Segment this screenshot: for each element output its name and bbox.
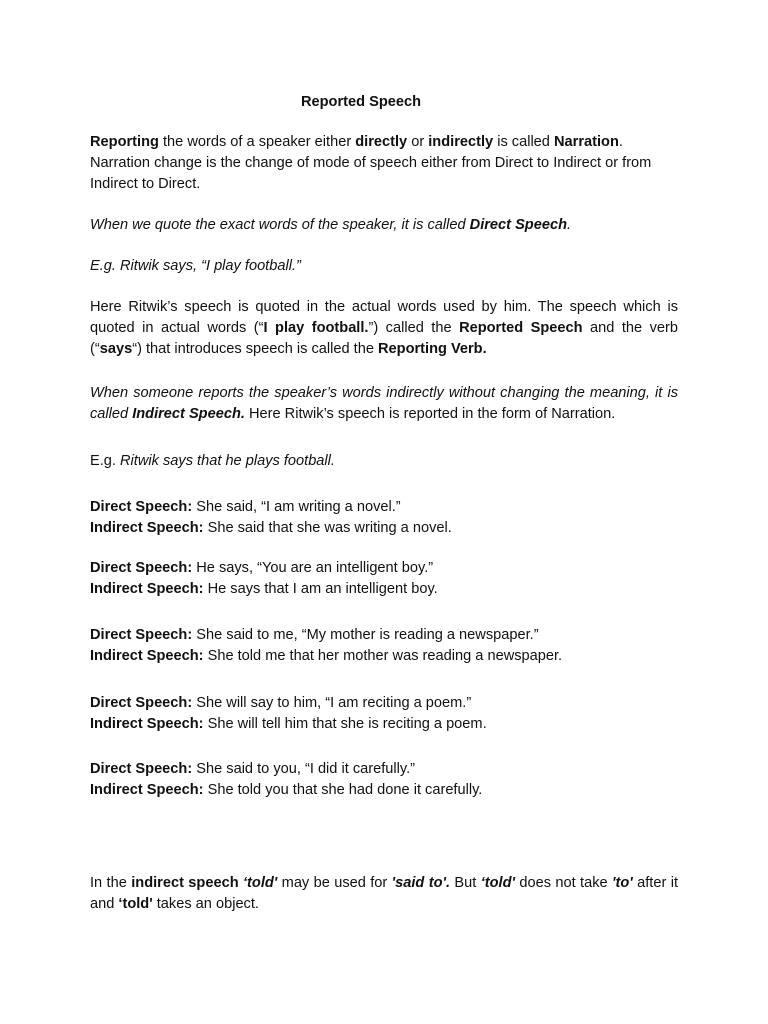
direct-line: Direct Speech: She will say to him, “I am reciting a poem.” [90, 695, 472, 711]
indirect-line: Indirect Speech: She told me that her mother was reading a newspaper. [90, 648, 563, 664]
indirect-line: Indirect Speech: She will tell him that she is reciting a poem. [90, 716, 487, 732]
term-narration: Narration [553, 134, 619, 150]
example-indirect: E.g. Ritwik says that he plays football. [90, 453, 335, 469]
direct-line: Direct Speech: She said to you, “I did it carefully.” [90, 761, 415, 777]
term-reported-speech: Reported Speech [459, 320, 583, 336]
document-title: Reported Speech [300, 94, 422, 110]
term-directly: directly [355, 134, 408, 150]
example-pair [90, 759, 678, 801]
example-direct: E.g. Ritwik says, “I play football.” [90, 258, 301, 274]
example-pair [90, 497, 678, 539]
term-reporting-verb: Reporting Verb. [378, 341, 487, 357]
term-indirect-speech: Indirect Speech. [132, 406, 245, 422]
told-note-paragraph: In the indirect speech ‘told' may be used for 'said to'. But ‘told' does not take 'to' after it and ‘told' takes an object. [90, 875, 679, 912]
indirect-line: Indirect Speech: She told you that she had done it carefully. [90, 782, 483, 798]
indirect-line: Indirect Speech: He says that I am an intelligent boy. [90, 581, 438, 597]
direct-line: Direct Speech: She said, “I am writing a novel.” [90, 499, 401, 515]
direct-line: Direct Speech: She said to me, “My mother is reading a newspaper.” [90, 627, 539, 643]
example-pair [90, 558, 678, 600]
term-direct-speech: Direct Speech [469, 217, 567, 233]
term-reporting: Reporting [90, 134, 159, 150]
indirect-speech-definition: When someone reports the speaker’s words indirectly without changing the meaning, it is called Indirect Speech. Here Ritwik’s speech is reported in the form of Narration. [90, 385, 678, 422]
term-indirectly: indirectly [428, 134, 494, 150]
explanation-paragraph: Here Ritwik’s speech is quoted in the actual words used by him. The speech which is quoted in actual words (“I play football.”) called the Reported Speech and the verb (“says“) that introduces speech is called the Reporting Verb. [90, 299, 678, 357]
indirect-line: Indirect Speech: She said that she was writing a novel. [90, 520, 452, 536]
example-pair [90, 625, 678, 667]
direct-speech-definition: When we quote the exact words of the speaker, it is called Direct Speech. [90, 217, 572, 233]
example-pair [90, 693, 678, 735]
direct-line: Direct Speech: He says, “You are an intelligent boy.” [90, 560, 434, 576]
intro-paragraph: Reporting the words of a speaker either directly or indirectly is called Narration. Narration change is the change of mode of speech either from Direct to Indirect or from Indirect to Direct. [90, 134, 652, 192]
